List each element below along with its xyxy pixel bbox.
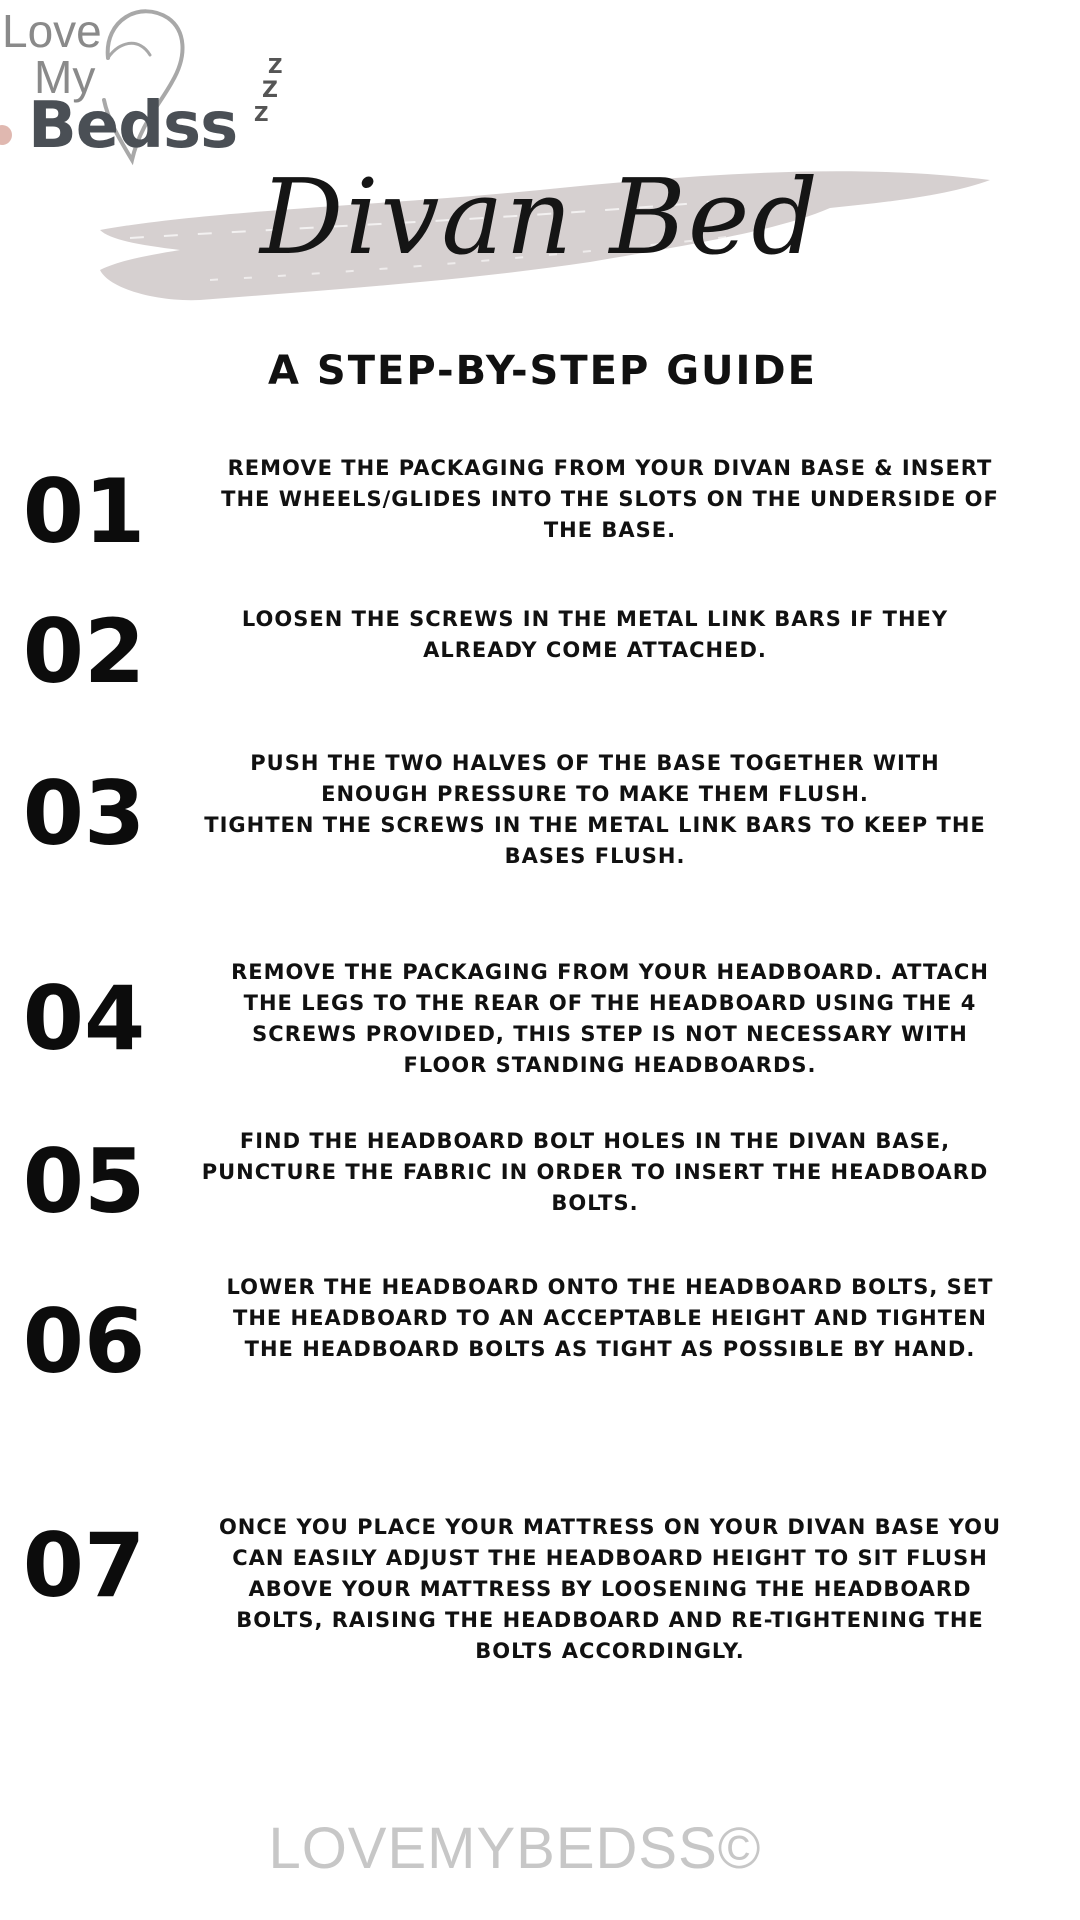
step-text: ONCE YOU PLACE YOUR MATTRESS ON YOUR DIVAN BASE YOU CAN EASILY ADJUST THE HEADBOARD HEIGHT TO SIT FLUSH ABOVE YOUR MATTRESS BY LOOSENING THE HEADBOARD BOLTS, RAISING THE HEADBOARD AND RE-TIGHTENING THE BOLTS ACCORDINGLY. (218, 1515, 1002, 1663)
step-text: LOWER THE HEADBOARD ONTO THE HEADBOARD BOLTS, SET THE HEADBOARD TO AN ACCEPTABLE HEIGHT AND TIGHTEN THE HEADBOARD BOLTS AS TIGHT AS POSSIBLE BY HAND. (226, 1275, 994, 1361)
logo-z-small: Z (268, 54, 283, 78)
page-subtitle: A STEP-BY-STEP GUIDE (268, 348, 817, 394)
step-text: REMOVE THE PACKAGING FROM YOUR DIVAN BASE & INSERT THE WHEELS/GLIDES INTO THE SLOTS ON THE UNDERSIDE OF THE BASE. (221, 456, 999, 542)
logo-text-love: Love (2, 5, 102, 57)
logo-text-my: My (34, 51, 96, 103)
logo-z-large: Z (254, 102, 269, 126)
logo-text-bedss: Bedss (28, 89, 238, 163)
step-text: REMOVE THE PACKAGING FROM YOUR HEADBOARD. ATTACH THE LEGS TO THE REAR OF THE HEADBOARD USING THE 4 SCREWS PROVIDED, THIS STEP IS NOT NECESSARY WITH FLOOR STANDING HEADBOARDS. (231, 960, 989, 1077)
step-text: LOOSEN THE SCREWS IN THE METAL LINK BARS IF THEY ALREADY COME ATTACHED. (241, 607, 949, 662)
step-number: 03 (22, 762, 146, 865)
step-text: PUSH THE TWO HALVES OF THE BASE TOGETHER WITH ENOUGH PRESSURE TO MAKE THEM FLUSH. TIGHTEN THE SCREWS IN THE METAL LINK BARS TO KEEP THE BASES FLUSH. (204, 751, 986, 868)
logo-z-medium: Z (262, 78, 278, 103)
step-number: 07 (22, 1514, 146, 1617)
step-number: 04 (22, 967, 146, 1070)
step-text: FIND THE HEADBOARD BOLT HOLES IN THE DIVAN BASE, PUNCTURE THE FABRIC IN ORDER TO INSERT THE HEADBOARD BOLTS. (201, 1129, 989, 1215)
step-number: 06 (22, 1290, 146, 1393)
step-number: 01 (22, 460, 146, 563)
step-number: 05 (22, 1130, 146, 1233)
footer-watermark: LOVEMYBEDSS© (268, 1816, 762, 1881)
step-number: 02 (22, 600, 146, 703)
page-title: Divan Bed (260, 156, 820, 278)
